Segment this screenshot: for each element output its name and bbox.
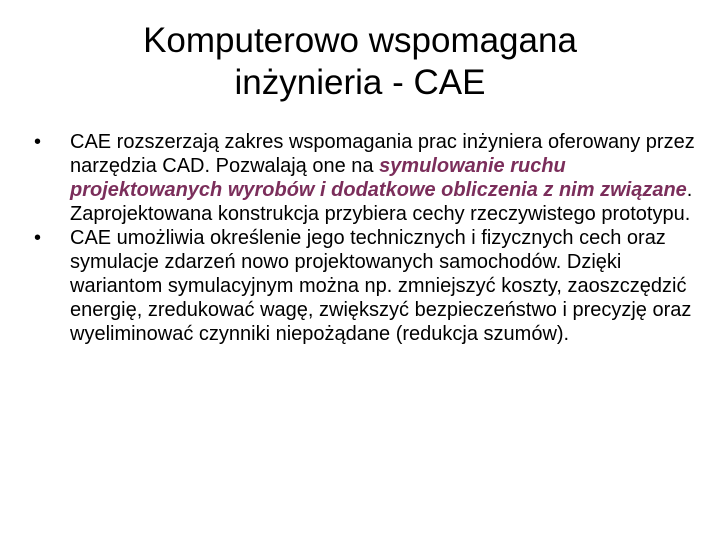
slide-title-line-2: inżynieria - CAE — [234, 63, 486, 102]
slide-title-line-1: Komputerowo wspomagana — [143, 21, 577, 60]
bullet-list — [28, 130, 700, 346]
bullet-item-2 — [28, 226, 700, 346]
bullet-1-text-start: CAE rozszerzają zakres wspomagania prac inżyniera oferowany przez narzędzia CAD. Pozwalają one na — [70, 131, 695, 177]
bullet-1-text-end: . Zaprojektowana konstrukcja przybiera cechy rzeczywistego prototypu. — [70, 179, 693, 225]
bullet-icon: • — [34, 227, 42, 249]
bullet-2-text: CAE umożliwia określenie jego technicznych i fizycznych cech oraz symulacje zdarzeń nowo projektowanych samochodów. Dzięki wariantom symulacyjnym można np. zmniejszyć koszty, zaoszczędzić energię, zredukować wagę, zwiększyć bezpieczeństwo i precyzję oraz wyeliminować czynniki niepożądane (redukcja szumów). — [70, 227, 692, 345]
bullet-icon: • — [34, 131, 42, 153]
slide-title — [60, 20, 660, 104]
bullet-item-1 — [28, 130, 700, 226]
bullet-1-emphasis: symulowanie ruchu projektowanych wyrobów i dodatkowe obliczenia z nim związane — [70, 155, 687, 201]
